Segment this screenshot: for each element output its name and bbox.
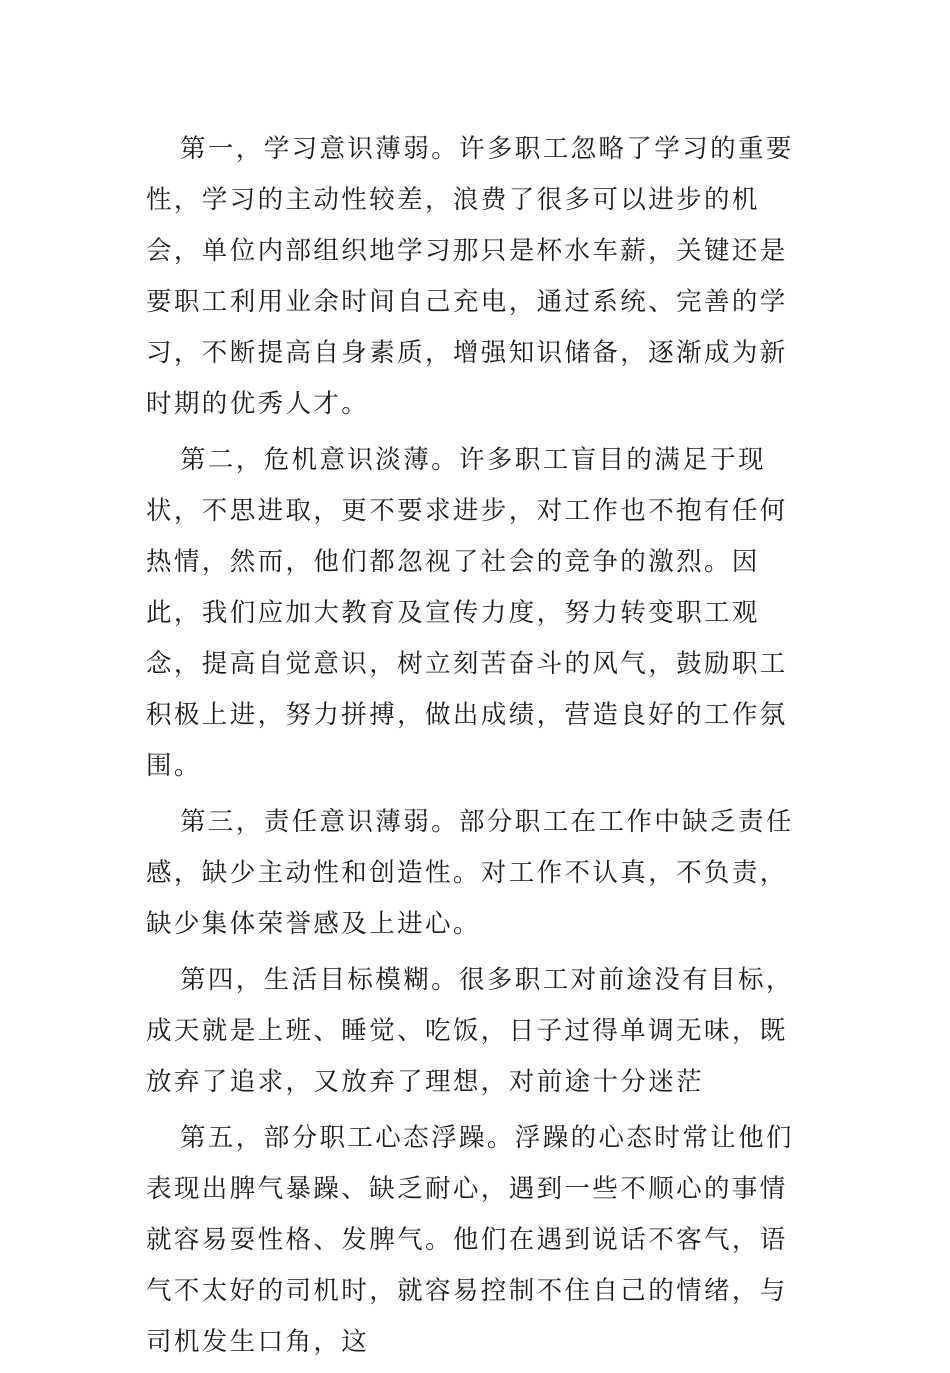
paragraph-responsibility-awareness: 第三，责任意识薄弱。部分职工在工作中缺乏责任感，缺少主动性和创造性。对工作不认真，不负责，缺少集体荣誉感及上进心。 xyxy=(146,807,794,939)
document-body xyxy=(146,124,806,1373)
paragraph-impetuous-mindset: 第五，部分职工心态浮躁。浮躁的心态时常让他们表现出脾气暴躁、缺乏耐心，遇到一些不顺心的事情就容易耍性格、发脾气。他们在遇到说话不客气，语气不太好的司机时，就容易控制不住自己的情绪，与司机发生口角，这 xyxy=(146,1123,794,1357)
paragraph-crisis-awareness: 第二，危机意识淡薄。许多职工盲目的满足于现状，不思进取，更不要求进步，对工作也不抱有任何热情，然而，他们都忽视了社会的竞争的激烈。因此，我们应加大教育及宣传力度，努力转变职工观念，提高自觉意识，树立刻苦奋斗的风气，鼓励职工积极上进，努力拼搏，做出成绩，营造良好的工作氛围。 xyxy=(146,445,788,781)
paragraph-study-awareness: 第一，学习意识薄弱。许多职工忽略了学习的重要性，学习的主动性较差，浪费了很多可以进步的机会，单位内部组织地学习那只是杯水车薪，关键还是要职工利用业余时间自己充电，通过系统、完善的学习，不断提高自身素质，增强知识储备，逐渐成为新时期的优秀人才。 xyxy=(146,134,794,419)
paragraph-life-goals: 第四，生活目标模糊。很多职工对前途没有目标，成天就是上班、睡觉、吃饭，日子过得单调无味，既放弃了追求，又放弃了理想，对前途十分迷茫 xyxy=(146,965,794,1097)
